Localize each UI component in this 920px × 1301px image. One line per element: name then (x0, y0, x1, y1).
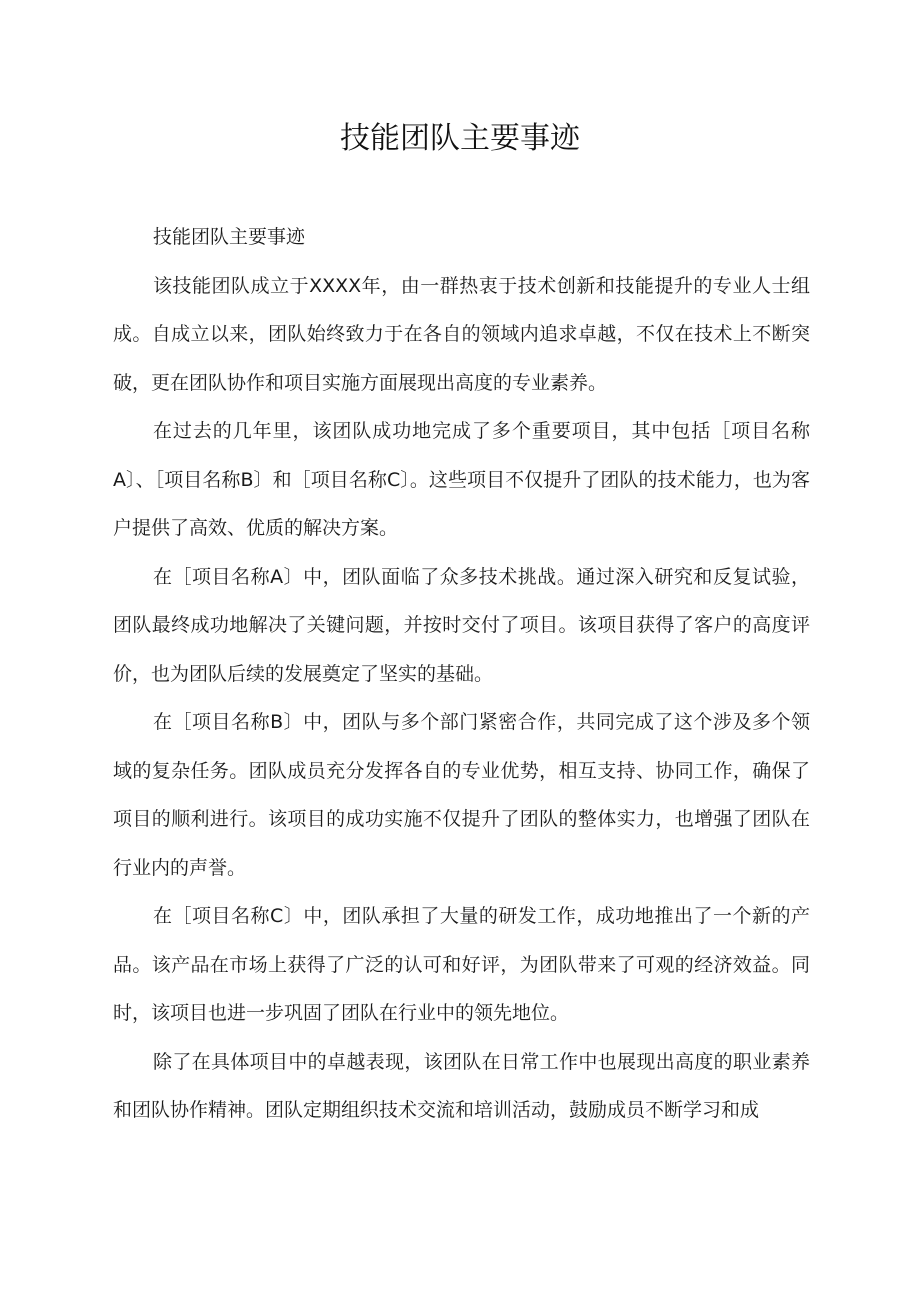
paragraph-projects-overview: 在过去的几年里，该团队成功地完成了多个重要项目，其中包括［项目名称A〕、［项目名称B〕和［项目名称C〕。这些项目不仅提升了团队的技术能力，也为客户提供了高效、优质的解决方案。 (113, 420, 810, 539)
document-title: 技能团队主要事迹 (340, 121, 580, 156)
document-body (113, 213, 810, 1135)
paragraph-subtitle: 技能团队主要事迹 (153, 226, 306, 248)
paragraph-project-a: 在［项目名称A〕中，团队面临了众多技术挑战。通过深入研究和反复试验，团队最终成功地解决了关键问题，并按时交付了项目。该项目获得了客户的高度评价，也为团队后续的发展奠定了坚实的基础。 (113, 565, 810, 685)
paragraph-project-b: 在［项目名称B〕中，团队与多个部门紧密合作，共同完成了这个涉及多个领域的复杂任务。团队成员充分发挥各自的专业优势，相互支持、协同工作，确保了项目的顺利进行。该项目的成功实施不仅提升了团队的整体实力，也增强了团队在行业内的声誉。 (113, 711, 810, 879)
paragraph-project-c: 在［项目名称C〕中，团队承担了大量的研发工作，成功地推出了一个新的产品。该产品在市场上获得了广泛的认可和好评，为团队带来了可观的经济效益。同时，该项目也进一步巩固了团队在行业中的领先地位。 (113, 905, 810, 1024)
paragraph-daily-work: 除了在具体项目中的卓越表现，该团队在日常工作中也展现出高度的职业素养和团队协作精神。团队定期组织技术交流和培训活动，鼓励成员不断学习和成 (113, 1050, 810, 1121)
paragraph-team-founding: 该技能团队成立于XXXX年，由一群热衷于技术创新和技能提升的专业人士组成。自成立以来，团队始终致力于在各自的领域内追求卓越，不仅在技术上不断突破，更在团队协作和项目实施方面展现出高度的专业素养。 (113, 274, 810, 394)
